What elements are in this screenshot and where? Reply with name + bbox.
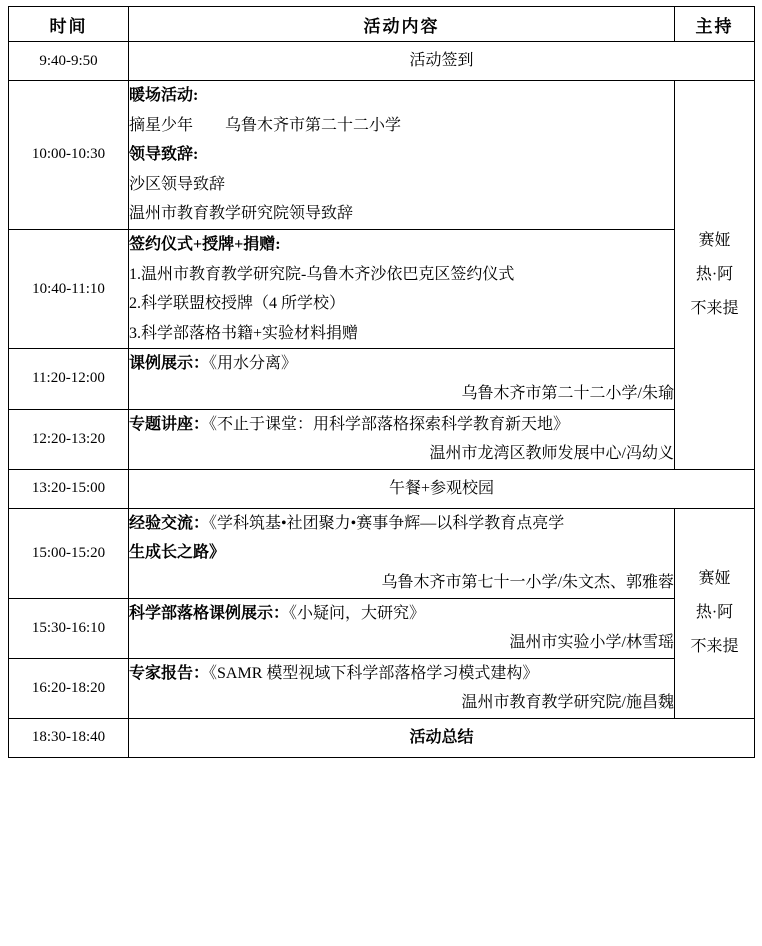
time-cell: 13:20-15:00 [9,469,129,508]
content-line: 沙区领导致辞 [129,175,226,193]
time-cell: 10:00-10:30 [9,81,129,230]
column-header-time: 时间 [9,7,129,42]
content-line-lead: 专家报告： [129,664,210,682]
content-line: 温州市实验小学/林雪瑶 [509,634,674,652]
content-line: 生成长之路》 [129,544,226,562]
table-row [9,81,755,230]
content-line: 温州市教育教学研究院/施昌魏 [461,694,674,712]
host-line: 赛娅 [698,231,731,249]
time-cell: 11:20-12:00 [9,349,129,409]
content-line: 温州市教育教学研究院领导致辞 [129,205,354,223]
content-cell [129,409,675,469]
host-line: 热·阿 [695,604,734,622]
content-line: 1.温州市教育教学研究院-乌鲁木齐沙依巴克区签约仪式 [129,265,515,283]
content-line: 摘星少年 乌鲁木齐市第二十二小学 [129,116,402,134]
content-cell [129,598,675,658]
content-cell: 午餐+参观校园 [129,469,755,508]
content-line: 专家报告：《SAMR 模型视域下科学部落格学习模式建构》 [129,664,539,682]
table-row [9,469,755,508]
content-line: 领导致辞: [129,146,199,164]
content-line: 3.科学部落格书籍+实验材料捐赠 [129,324,359,342]
column-header-host: 主持 [675,7,755,42]
content-line: 科学部落格课例展示：《小疑问，大研究》 [129,604,426,622]
content-line: 温州市龙湾区教师发展中心/冯幼义 [429,445,674,463]
column-header-content: 活动内容 [129,7,675,42]
table-row [9,718,755,757]
content-line: 乌鲁木齐市第七十一小学/朱文杰、郭雅蓉 [381,573,674,591]
content-line: 2.科学联盟校授牌（4 所学校） [129,295,346,313]
time-cell: 16:20-18:20 [9,658,129,718]
host-cell [675,508,755,718]
host-line: 赛娅 [698,570,731,588]
time-cell: 18:30-18:40 [9,718,129,757]
content-line-lead: 专题讲座： [129,415,210,433]
time-cell: 12:20-13:20 [9,409,129,469]
table-row [9,229,755,348]
content-cell [129,349,675,409]
host-line: 不来提 [690,638,739,656]
content-cell: 活动签到 [129,42,755,81]
schedule-table [8,6,755,758]
content-cell [129,658,675,718]
host-cell [675,81,755,470]
table-row [9,349,755,409]
content-cell [129,81,675,230]
table-header-row [9,7,755,42]
content-line-lead: 课例展示： [129,355,210,373]
content-line: 经验交流：《学科筑基•社团聚力•赛事争辉—以科学教育点亮学 [129,514,565,532]
time-cell: 15:00-15:20 [9,508,129,598]
time-cell: 10:40-11:10 [9,229,129,348]
content-line: 签约仪式+授牌+捐赠: [129,235,281,253]
time-cell: 15:30-16:10 [9,598,129,658]
content-line-lead: 经验交流： [129,514,210,532]
content-line: 乌鲁木齐市第二十二小学/朱瑜 [461,384,674,402]
content-cell: 活动总结 [129,718,755,757]
table-row [9,658,755,718]
content-line-lead: 科学部落格课例展示： [129,604,290,622]
host-line: 不来提 [690,299,739,317]
table-row [9,508,755,598]
content-line: 暖场活动: [129,87,199,104]
content-cell [129,229,675,348]
table-row [9,598,755,658]
time-cell: 9:40-9:50 [9,42,129,81]
host-line: 热·阿 [695,265,734,283]
table-row [9,409,755,469]
content-line: 课例展示：《用水分离》 [129,355,298,373]
content-cell [129,508,675,598]
table-row [9,42,755,81]
content-line: 专题讲座：《不止于课堂：用科学部落格探索科学教育新天地》 [129,415,570,433]
